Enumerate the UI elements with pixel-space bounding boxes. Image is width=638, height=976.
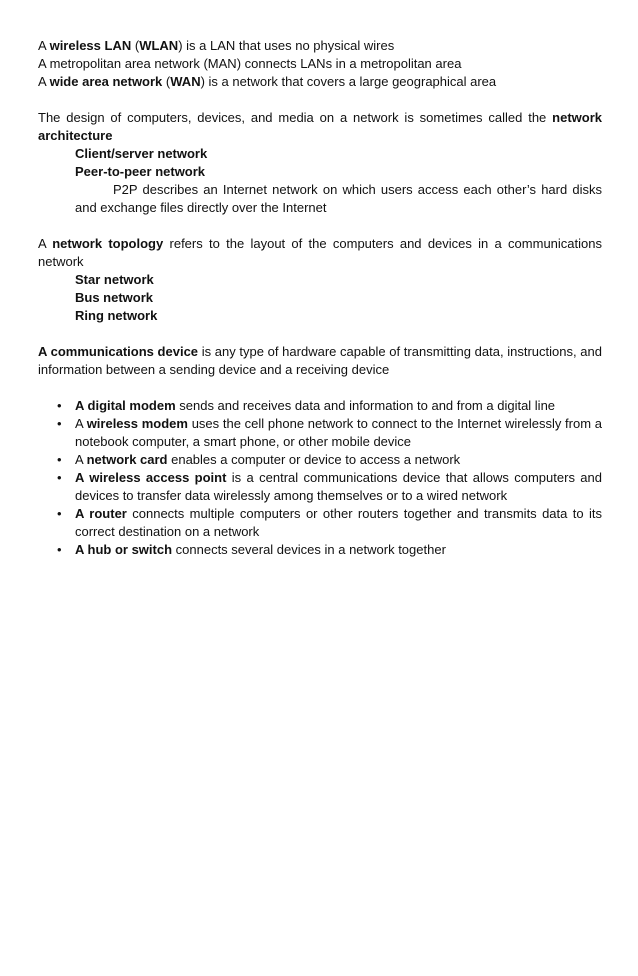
list-item bbox=[38, 451, 602, 469]
term-wireless-access-point: A wireless access point bbox=[75, 470, 227, 485]
wlan-line bbox=[38, 37, 602, 55]
wan-line bbox=[38, 73, 602, 91]
bullet-icon: • bbox=[57, 452, 62, 467]
text: A bbox=[38, 74, 50, 89]
text: sends and receives data and information to and from a digital line bbox=[175, 398, 556, 413]
text: A bbox=[75, 452, 87, 467]
document-page bbox=[38, 37, 602, 559]
p2p-description: P2P describes an Internet network on which users access each other’s hard disks and exchange files directly over the Internet bbox=[75, 182, 602, 215]
text: A bbox=[38, 236, 53, 251]
spacer bbox=[38, 379, 602, 397]
list-item bbox=[38, 505, 602, 541]
architecture-item-client-server: Client/server network bbox=[75, 146, 208, 161]
device-list bbox=[38, 397, 602, 559]
bullet-icon: • bbox=[57, 506, 62, 521]
text: ( bbox=[162, 74, 171, 89]
architecture-item-peer-to-peer: Peer-to-peer network bbox=[75, 164, 206, 179]
term-wireless-modem: wireless modem bbox=[86, 416, 188, 431]
text: refers to the layout of the computers and devices in a communications network bbox=[38, 236, 602, 269]
text: The design of computers, devices, and media on a network is sometimes called the bbox=[38, 110, 553, 125]
list-item bbox=[38, 541, 602, 559]
topology-item-bus: Bus network bbox=[75, 290, 154, 305]
text: connects several devices in a network together bbox=[172, 542, 446, 557]
text: A bbox=[75, 416, 87, 431]
term-communications-device: A communications device bbox=[38, 344, 199, 359]
list-item bbox=[38, 469, 602, 505]
term-hub-or-switch: A hub or switch bbox=[75, 542, 173, 557]
term-wide-area-network: wide area network bbox=[49, 74, 163, 89]
topology-item-ring: Ring network bbox=[75, 308, 158, 323]
text: ) is a LAN that uses no physical wires bbox=[178, 38, 395, 53]
list-item bbox=[38, 397, 602, 415]
spacer bbox=[38, 91, 602, 109]
topology-paragraph bbox=[38, 235, 602, 271]
text: A bbox=[38, 38, 50, 53]
text: ( bbox=[131, 38, 140, 53]
text: enables a computer or device to access a network bbox=[167, 452, 461, 467]
bullet-icon: • bbox=[57, 416, 62, 431]
term-wan: WAN bbox=[170, 74, 201, 89]
devices-paragraph bbox=[38, 343, 602, 379]
text: is a central communications device that allows computers and devices to transfer data wirelessly among themselves or to a wired network bbox=[75, 470, 602, 503]
text: ) is a network that covers a large geographical area bbox=[200, 74, 497, 89]
text: is any type of hardware capable of transmitting data, instructions, and information between a sending device and a receiving device bbox=[38, 344, 602, 377]
spacer bbox=[38, 217, 602, 235]
term-network-architecture: network architecture bbox=[38, 110, 602, 143]
term-network-card: network card bbox=[86, 452, 168, 467]
term-router: A router bbox=[75, 506, 127, 521]
term-network-topology: network topology bbox=[52, 236, 164, 251]
architecture-paragraph bbox=[38, 109, 602, 145]
bullet-icon: • bbox=[57, 470, 62, 485]
topology-item-star: Star network bbox=[75, 272, 154, 287]
man-line: A metropolitan area network (MAN) connects LANs in a metropolitan area bbox=[38, 56, 462, 71]
text: connects multiple computers or other routers together and transmits data to its correct destination on a network bbox=[75, 506, 602, 539]
list-item bbox=[38, 415, 602, 451]
term-digital-modem: A digital modem bbox=[75, 398, 176, 413]
bullet-icon: • bbox=[57, 398, 62, 413]
text: uses the cell phone network to connect to the Internet wirelessly from a notebook computer, a smart phone, or other mobile device bbox=[75, 416, 603, 449]
term-wireless-lan: wireless LAN bbox=[49, 38, 132, 53]
term-wlan: WLAN bbox=[139, 38, 179, 53]
bullet-icon: • bbox=[57, 542, 62, 557]
spacer bbox=[38, 325, 602, 343]
